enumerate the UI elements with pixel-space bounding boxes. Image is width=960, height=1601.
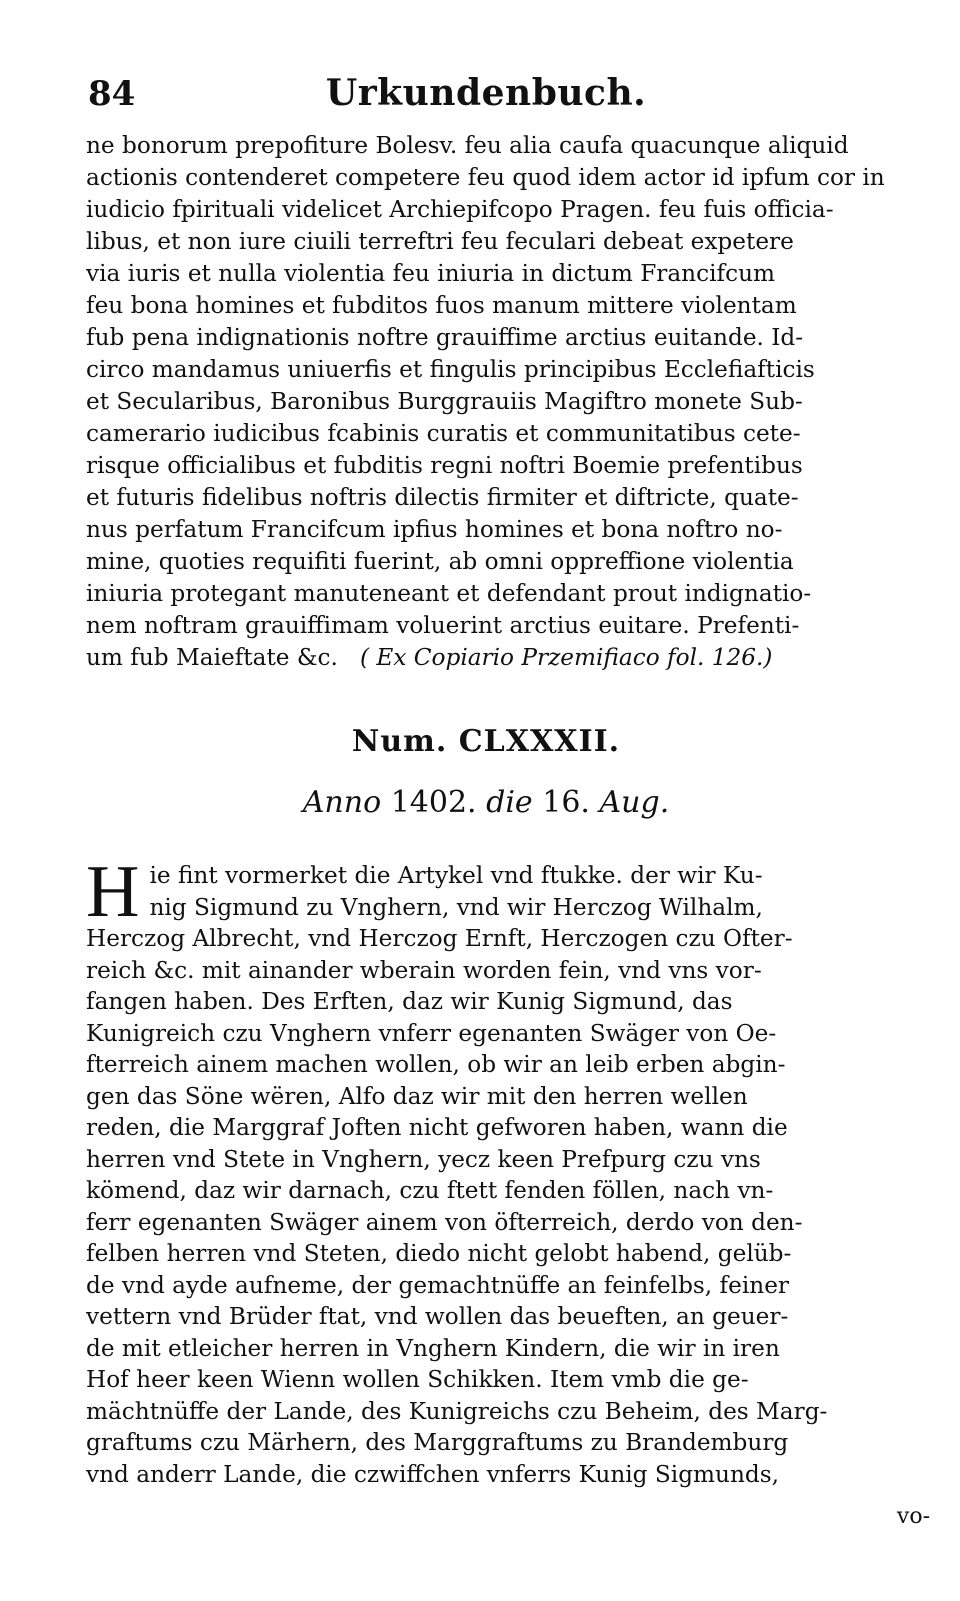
text-line: reich &c. mit ainander wberain worden fein, vnd vns vor- bbox=[86, 956, 762, 984]
latin-last-line: um fub Maieftate &c. bbox=[86, 644, 338, 671]
text-line: circo mandamus uniuerfis et fingulis principibus Ecclefiafticis bbox=[86, 356, 815, 383]
text-line: fub pena indignationis noftre grauiffime arctius euitande. Id- bbox=[86, 324, 804, 351]
text-line: de mit etleicher herren in Vnghern Kindern, die wir in iren bbox=[86, 1334, 780, 1362]
latin-text-block bbox=[86, 130, 886, 674]
text-line: nem noftram grauiffimam voluerint arctius euitare. Prefenti- bbox=[86, 612, 800, 639]
date-die: die bbox=[486, 785, 533, 820]
document-page bbox=[86, 60, 886, 1490]
date-month: Aug. bbox=[599, 785, 670, 820]
text-line: gen das Söne wëren, Alfo daz wir mit den herren wellen bbox=[86, 1082, 748, 1110]
date-year: 1402. bbox=[390, 785, 477, 820]
text-line: fterreich ainem machen wollen, ob wir an leib erben abgin- bbox=[86, 1051, 786, 1078]
german-text-block bbox=[86, 851, 886, 1490]
text-line: mächtnüffe der Lande, des Kunigreichs czu Beheim, des Marg- bbox=[86, 1397, 828, 1425]
text-line: et futuris fidelibus noftris dilectis firmiter et diftricte, quate- bbox=[86, 484, 799, 511]
text-line: vnd anderr Lande, die czwiffchen vnferrs Kunig Sigmunds, bbox=[86, 1460, 780, 1488]
text-line-last bbox=[86, 642, 886, 674]
text-line: nus perfatum Francifcum ipfius homines et bona noftro no- bbox=[86, 516, 783, 543]
text-line: vettern vnd Brüder ftat, vnd wollen das beueften, an geuer- bbox=[86, 1303, 789, 1330]
running-head: Urkundenbuch. bbox=[325, 72, 647, 114]
text-line: de vnd ayde aufneme, der gemachtnüffe an feinfelbs, feiner bbox=[86, 1271, 790, 1299]
text-line: iniuria protegant manuteneant et defendant prout indignatio- bbox=[86, 580, 812, 607]
catchword: vo- bbox=[896, 1504, 930, 1529]
text-line: graftums czu Märhern, des Marggraftums zu Brandemburg bbox=[86, 1429, 789, 1456]
text-line: ferr egenanten Swäger ainem von öfterreich, derdo von den- bbox=[86, 1208, 803, 1236]
text-line: herren vnd Stete in Vnghern, yecz keen Prefpurg czu vns bbox=[86, 1145, 761, 1173]
text-line: Herczog Albrecht, vnd Herczog Ernft, Herczogen czu Ofter- bbox=[86, 925, 793, 952]
drop-cap: H bbox=[86, 851, 140, 933]
text-line: fangen haben. Des Erften, daz wir Kunig Sigmund, das bbox=[86, 988, 733, 1015]
text-line: camerario iudicibus fcabinis curatis et communitatibus cete- bbox=[86, 420, 801, 447]
date-day: 16. bbox=[542, 785, 590, 820]
text-line: et Secularibus, Baronibus Burggrauiis Magiftro monete Sub- bbox=[86, 388, 803, 415]
text-line: libus, et non iure ciuili terreftri feu feculari debeat expetere bbox=[86, 228, 794, 255]
text-line: ie fint vormerket die Artykel vnd ftukke. der wir Ku- bbox=[149, 862, 763, 889]
text-line: risque officialibus et fubditis regni noftri Boemie prefentibus bbox=[86, 452, 803, 479]
page-header bbox=[86, 60, 886, 130]
page-number: 84 bbox=[88, 74, 136, 114]
text-line: nig Sigmund zu Vnghern, vnd wir Herczog Wilhalm, bbox=[149, 893, 763, 921]
date-prefix: Anno bbox=[302, 785, 382, 820]
text-line: iudicio fpirituali videlicet Archiepifcopo Pragen. feu fuis officia- bbox=[86, 196, 834, 223]
text-line: Kunigreich czu Vnghern vnferr egenanten Swäger von Oe- bbox=[86, 1019, 777, 1047]
text-line: via iuris et nulla violentia feu iniuria in dictum Francifcum bbox=[86, 260, 776, 287]
source-note: ( Ex Copiario Przemifiaco fol. 126.) bbox=[359, 644, 773, 671]
text-line: kömend, daz wir darnach, czu ftett fenden föllen, nach vn- bbox=[86, 1177, 774, 1204]
text-line: ne bonorum prepofiture Bolesv. feu alia caufa quacunque aliquid bbox=[86, 132, 849, 159]
text-line: Hof heer keen Wienn wollen Schikken. Item vmb die ge- bbox=[86, 1366, 749, 1393]
text-line: actionis contenderet competere feu quod idem actor id ipfum cor in bbox=[86, 164, 885, 191]
text-line: reden, die Marggraf Joften nicht gefworen haben, wann die bbox=[86, 1114, 788, 1141]
document-date bbox=[86, 785, 886, 820]
text-line: mine, quoties requifiti fuerint, ab omni oppreffione violentia bbox=[86, 548, 794, 575]
document-number: Num. CLXXXII. bbox=[351, 724, 621, 759]
text-line: feu bona homines et fubditos fuos manum mittere violentam bbox=[86, 292, 797, 319]
text-line: felben herren vnd Steten, diedo nicht gelobt habend, gelüb- bbox=[86, 1240, 792, 1267]
